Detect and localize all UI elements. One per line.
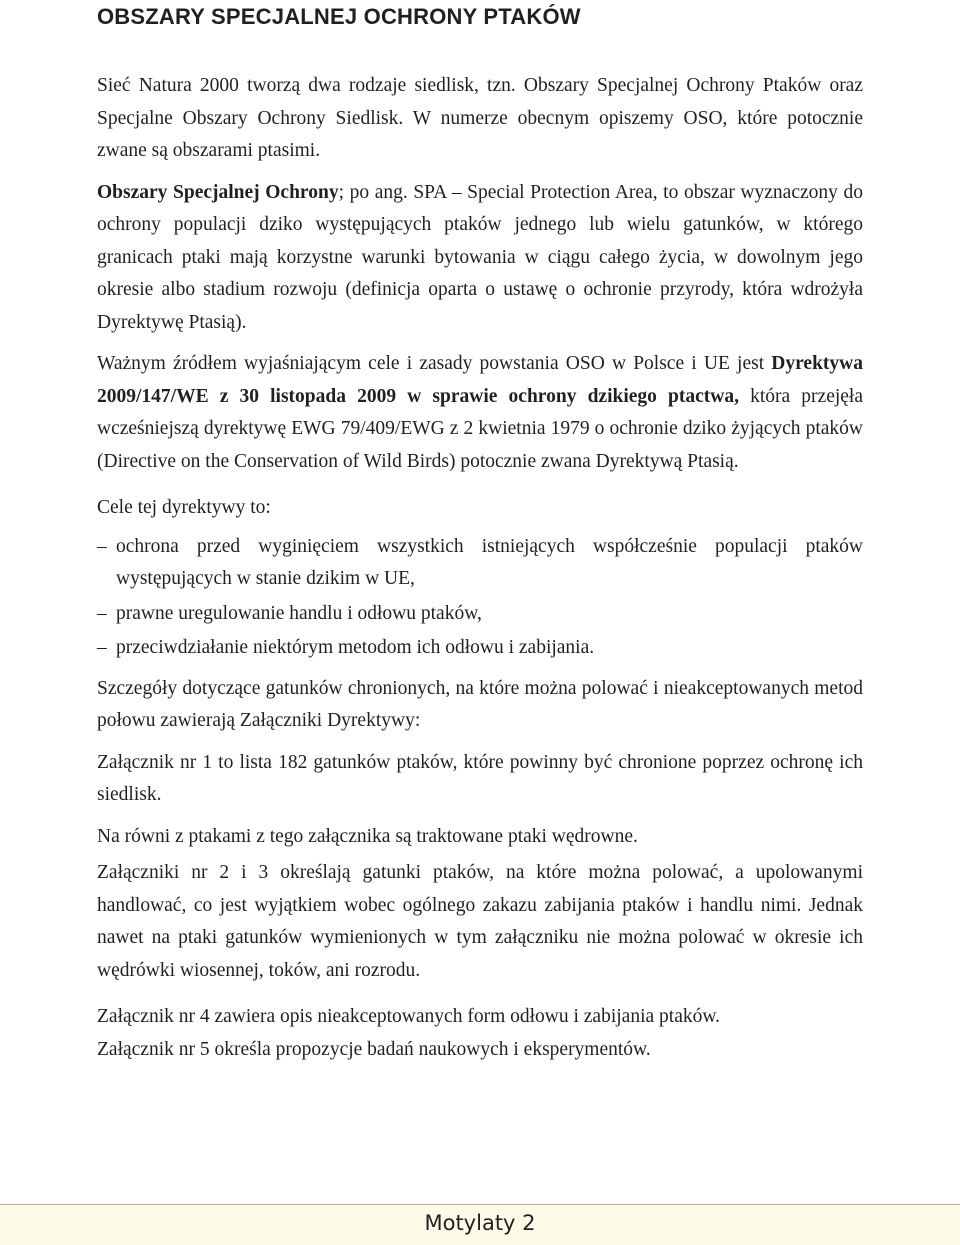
dash-marker: – [97, 637, 107, 658]
annex-4-paragraph: Załącznik nr 4 zawiera opis nieakceptowanych form odłowu i zabijania ptaków. [97, 1006, 721, 1027]
goal-item [97, 632, 863, 665]
goal-text: prawne uregulowanie handlu i odłowu ptaków, [116, 602, 482, 624]
intro-paragraph: Sieć Natura 2000 tworzą dwa rodzaje siedlisk, tzn. Obszary Specjalnej Ochrony Ptaków oraz Specjalne Obszary Ochrony Siedlisk. W numerze obecnym opiszemy OSO, które potocznie zwane są obszarami ptasimi. [97, 75, 863, 161]
directive-lead: Ważnym źródłem wyjaśniającym cele i zasady powstania OSO w Polsce i UE jest [97, 353, 772, 374]
annex-2-3-paragraph: Załączniki nr 2 i 3 określają gatunki ptaków, na które można polować, a upolowanymi handlować, co jest wyjątkiem wobec ogólnego zakazu zabijania ptaków i handlu nimi. Jednak nawet na ptaki gatunków wymienionych w tym załączniku nie można polować w okresie ich wędrówki wiosennej, toków, ani rozrodu. [97, 862, 863, 981]
goal-item [97, 531, 863, 596]
spa-definition-text: ; po ang. SPA – Special Protection Area, to obszar wyznaczony do ochrony populacji dziko występujących ptaków jednego lub wielu gatunków, w którego granicach ptaki mają korzystne warunki bytowania w ciągu całego życia, w dowolnym jego okresie albo stadium rozwoju (definicja oparta o ustawę o ochronie przyrody, która wdrożyła Dyrektywę Ptasią). [97, 181, 863, 333]
annex-1-paragraph: Załącznik nr 1 to lista 182 gatunków ptaków, które powinny być chronione poprzez ochronę ich siedlisk. [97, 751, 863, 805]
goal-text: przeciwdziałanie niektórym metodom ich odłowu i zabijania. [116, 637, 595, 658]
spa-term: Obszary Specjalnej Ochrony [97, 181, 339, 203]
directive-paragraph [97, 348, 863, 478]
dash-marker: – [97, 602, 107, 624]
page-heading: OBSZARY SPECJALNEJ OCHRONY PTAKÓW [97, 4, 581, 29]
footer-title: Motylaty 2 [424, 1211, 536, 1235]
goal-item [97, 598, 863, 631]
goals-intro: Cele tej dyrektywy to: [97, 497, 271, 518]
goal-text: ochrona przed wyginięciem wszystkich istniejących współcześnie populacji ptaków występujących w stanie dzikim w UE, [116, 535, 863, 589]
annexes-intro-paragraph: Szczegóły dotyczące gatunków chronionych, na które można polować i nieakceptowanych metod połowu zawierają Załączniki Dyrektywy: [97, 677, 863, 731]
spa-definition-paragraph [97, 177, 863, 340]
directive-title: Dyrektywa 2009/147/WE z 30 listopada 2009 w sprawie ochrony dzikiego ptactwa, [97, 353, 863, 407]
annex-5-paragraph: Załącznik nr 5 określa propozycje badań naukowych i eksperymentów. [97, 1038, 651, 1060]
article-body [97, 70, 863, 1066]
dash-marker: – [97, 535, 107, 557]
goals-list [97, 531, 863, 665]
directive-description: która przejęła wcześniejszą dyrektywę EWG 79/409/EWG z 2 kwietnia 1979 o ochronie dziko żyjących ptaków (Directive on the Conservation of Wild Birds) potocznie zwana Dyrektywą Ptasią. [97, 385, 863, 472]
migratory-birds-paragraph: Na równi z ptakami z tego załącznika są traktowane ptaki wędrowne. [97, 825, 638, 847]
